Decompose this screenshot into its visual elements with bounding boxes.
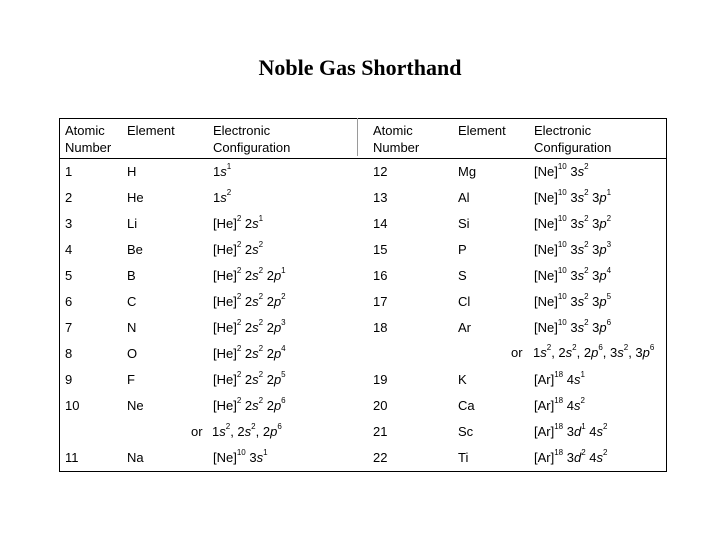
column-divider [357,118,358,156]
config-part: 3 [566,190,578,205]
config-part: s [252,398,259,413]
element-symbol: Ne [127,398,144,413]
element-symbol: P [458,242,467,257]
element-symbol: F [127,372,135,387]
config-part: 10 [557,240,567,249]
config-part: 3 [245,450,257,465]
header-element-right: Element [458,123,506,138]
or-label: or [511,345,523,360]
config-part: 2 [584,318,589,327]
header-atomic-number-right [373,122,419,156]
config-part: 18 [554,422,564,431]
atomic-number: 8 [65,346,73,361]
config-part: 2 [258,370,264,379]
element-symbol: He [127,190,144,205]
element-symbol: Na [127,450,144,465]
config-part: s [252,216,259,231]
config-part: 3 [566,216,578,231]
config-part: 4 [281,344,286,353]
config-part: p [273,320,282,335]
config-part: , 2 [230,424,245,439]
config-part: 10 [557,266,567,275]
config-part: 3 [588,294,600,309]
config-part: 3 [566,268,578,283]
config-part: 3 [588,190,600,205]
atomic-number: 17 [373,294,388,309]
config-part: p [273,346,282,361]
atomic-number: 7 [65,320,73,335]
config-part: 1 [581,422,586,431]
config-part: 2 [603,448,608,457]
config-part: [Ne] [534,242,558,257]
config-part: s [596,424,604,439]
config-part: [Ne] [213,450,237,465]
electron-configuration [213,242,263,258]
atomic-number: 11 [65,450,79,465]
config-part: s [244,424,252,439]
config-part: s [219,424,226,439]
config-part: , 3 [602,345,618,360]
config-part: 2 [263,294,274,309]
config-part: 5 [281,370,286,379]
header-element-left: Element [127,123,175,138]
config-part: p [273,372,282,387]
config-part: 2 [584,188,589,197]
config-part: 1 [212,424,220,439]
element-symbol: N [127,320,137,335]
config-part: 2 [258,292,264,301]
config-part: 3 [566,320,578,335]
atomic-number: 14 [373,216,388,231]
element-symbol: Si [458,216,470,231]
config-part: p [599,216,607,231]
config-part: s [252,294,259,309]
config-part: [Ne] [534,164,558,179]
atomic-number: 22 [373,450,388,465]
config-part: s [573,398,581,413]
config-part: 10 [557,318,567,327]
electron-configuration [534,294,611,310]
config-part: 6 [598,343,603,352]
config-part: p [270,424,278,439]
config-part: 2 [603,422,608,431]
config-part: 2 [572,343,577,352]
header-configuration-label: Configuration [534,140,612,155]
config-part: 18 [554,370,564,379]
electron-configuration [533,345,654,361]
config-part: [He] [213,372,237,387]
electron-configuration [213,346,286,362]
config-part: 1 [263,448,268,457]
config-part: 2 [258,240,264,249]
electron-configuration [213,398,286,414]
config-part: 2 [263,320,274,335]
config-part: 2 [236,292,242,301]
config-part: 2 [581,448,586,457]
config-part: 18 [554,396,564,405]
config-part: 4 [585,450,597,465]
element-symbol: C [127,294,137,309]
config-part: 6 [277,422,282,431]
element-symbol: Ti [458,450,469,465]
config-part: 2 [241,398,253,413]
electron-configuration [213,216,263,232]
config-part: p [599,268,607,283]
config-part: , 2 [576,345,592,360]
config-part: 2 [623,343,629,352]
atomic-number: 16 [373,268,388,283]
element-symbol: Be [127,242,143,257]
config-part: s [252,346,259,361]
config-part: 3 [281,318,286,327]
electron-configuration [213,294,286,310]
header-config-left [213,122,290,156]
page-title: Noble Gas Shorthand [258,55,462,80]
config-part: 2 [241,372,253,387]
electron-configuration [213,164,231,180]
or-label: or [191,424,203,439]
config-part: 2 [263,346,274,361]
atomic-number: 9 [65,372,73,387]
config-part: , 2 [551,345,566,360]
atomic-number: 15 [373,242,388,257]
config-part: s [252,320,259,335]
header-divider [59,158,667,159]
config-part: 3 [566,294,578,309]
config-part: s [596,450,604,465]
element-symbol: Mg [458,164,477,179]
electron-configuration [534,190,611,206]
config-part: 2 [584,162,589,171]
electron-configuration [534,268,611,284]
electron-configuration [534,398,585,414]
config-part: s [220,190,227,205]
config-part: 2 [606,214,612,223]
config-part: 3 [588,242,600,257]
config-part: [He] [213,242,237,257]
element-symbol: Cl [458,294,471,309]
header-number-label: Number [373,140,420,155]
header-atomic-number-left [65,122,111,156]
config-part: 4 [606,266,612,275]
config-part: p [599,294,607,309]
config-part: 4 [563,372,574,387]
config-part: [Ne] [534,190,558,205]
config-part: [Ar] [534,398,555,413]
config-part: [He] [213,216,237,231]
electron-configuration [534,242,611,258]
element-symbol: Li [127,216,138,231]
config-part: 10 [557,162,567,171]
config-part: 3 [566,242,578,257]
config-part: [Ar] [534,424,555,439]
config-part: s [577,320,585,335]
config-part: 2 [281,292,286,301]
electron-configuration [213,190,231,206]
element-symbol: O [127,346,138,361]
config-part: 3 [588,268,600,283]
config-part: 2 [241,294,253,309]
config-part: 2 [258,318,264,327]
config-part: 6 [606,318,612,327]
header-atomic-label: Atomic [65,123,105,138]
config-part: [Ne] [534,294,558,309]
atomic-number: 19 [373,372,388,387]
element-symbol: Al [458,190,470,205]
atomic-number: 13 [373,190,388,205]
config-part: 1 [226,162,232,171]
config-part: s [577,164,585,179]
config-part: 6 [281,396,286,405]
atomic-number: 21 [373,424,388,439]
config-part: 2 [236,240,242,249]
electron-configuration [534,424,607,440]
electron-configuration [534,216,611,232]
config-part: p [591,345,599,360]
config-part: [He] [213,346,237,361]
config-part: [Ne] [534,268,558,283]
config-part: [Ar] [534,372,555,387]
config-part: 2 [251,422,256,431]
atomic-number: 10 [65,398,80,413]
config-part: 2 [241,268,253,283]
config-part: 2 [236,214,242,223]
atomic-number: 3 [65,216,73,231]
header-number-label: Number [65,140,112,155]
config-part: [He] [213,294,237,309]
config-part: 2 [263,372,274,387]
config-part: [He] [213,268,237,283]
config-part: 1 [606,188,612,197]
atomic-number: 5 [65,268,73,283]
config-part: 2 [263,398,274,413]
config-part: s [252,242,259,257]
config-part: [Ne] [534,216,558,231]
config-part: p [273,294,282,309]
config-part: s [577,242,585,257]
electron-configuration [534,450,607,466]
config-part: 2 [584,266,589,275]
config-part: p [599,320,607,335]
element-symbol: Ca [458,398,475,413]
config-part: 1 [580,370,585,379]
config-part: p [599,190,607,205]
config-part: 2 [225,422,231,431]
element-symbol: K [458,372,467,387]
config-part: 2 [236,266,242,275]
config-part: 1 [281,266,286,275]
config-part: [He] [213,398,237,413]
atomic-number: 12 [373,164,388,179]
config-part: 2 [584,214,589,223]
config-part: 3 [606,240,612,249]
config-part: 2 [236,370,242,379]
config-part: 2 [584,240,589,249]
config-part: [Ar] [534,450,555,465]
config-part: s [252,268,259,283]
config-part: 2 [580,396,585,405]
config-part: 2 [241,346,253,361]
config-part: 3 [588,216,600,231]
config-part: d [573,450,582,465]
element-symbol: Ar [458,320,471,335]
config-part: 3 [563,424,574,439]
header-electronic-label: Electronic [213,123,271,138]
config-part: s [577,294,585,309]
element-symbol: B [127,268,136,283]
config-part: s [617,345,624,360]
config-part: 2 [236,344,242,353]
config-part: 3 [566,164,578,179]
config-part: 6 [649,343,655,352]
config-part: 2 [236,396,242,405]
header-electronic-label: Electronic [534,123,592,138]
config-part: 4 [563,398,574,413]
electron-configuration [534,372,585,388]
atomic-number: 4 [65,242,73,257]
config-part: [Ne] [534,320,558,335]
element-symbol: H [127,164,137,179]
config-part: 10 [557,292,567,301]
config-part: 5 [606,292,612,301]
config-part: 1 [533,345,541,360]
electron-configuration [534,164,589,180]
config-part: 10 [236,448,246,457]
config-part: 2 [241,242,253,257]
config-part: 10 [557,214,567,223]
atomic-number: 20 [373,398,388,413]
config-part: 1 [258,214,264,223]
electron-configuration [213,268,286,284]
config-part: p [273,398,282,413]
config-part: 2 [584,292,589,301]
config-part: s [573,372,581,387]
config-part: s [220,164,227,179]
config-part: 2 [236,318,242,327]
config-part: , 2 [255,424,271,439]
config-part: [He] [213,320,237,335]
config-part: 2 [258,396,264,405]
config-part: 4 [585,424,597,439]
config-part: d [573,424,582,439]
config-part: s [540,345,547,360]
config-part: p [599,242,607,257]
config-part: 18 [554,448,564,457]
header-configuration-label: Configuration [213,140,291,155]
electron-configuration [212,424,282,440]
atomic-number: 18 [373,320,388,335]
header-atomic-label: Atomic [373,123,413,138]
element-symbol: S [458,268,467,283]
config-part: 1 [213,190,221,205]
config-part: p [273,268,282,283]
electron-configuration [213,372,286,388]
config-part: 3 [588,320,600,335]
config-part: 2 [258,266,264,275]
electron-configuration [213,450,268,466]
atomic-number: 1 [65,164,73,179]
atomic-number: 6 [65,294,73,309]
atomic-number: 2 [65,190,73,205]
config-part: 1 [213,164,221,179]
electron-configuration [534,320,611,336]
config-part: 10 [557,188,567,197]
config-part: s [252,372,259,387]
config-part: 2 [263,268,274,283]
config-part: s [256,450,264,465]
config-part: s [577,190,585,205]
config-part: 2 [258,344,264,353]
config-part: s [565,345,573,360]
config-part: 2 [241,216,253,231]
config-part: s [577,216,585,231]
config-part: s [577,268,585,283]
element-symbol: Sc [458,424,474,439]
config-part: 3 [563,450,574,465]
config-part: 2 [241,320,253,335]
config-part: p [642,345,650,360]
config-part: 2 [226,188,232,197]
config-part: 2 [546,343,552,352]
header-config-right [534,122,611,156]
config-part: , 3 [628,345,643,360]
electron-configuration [213,320,286,336]
